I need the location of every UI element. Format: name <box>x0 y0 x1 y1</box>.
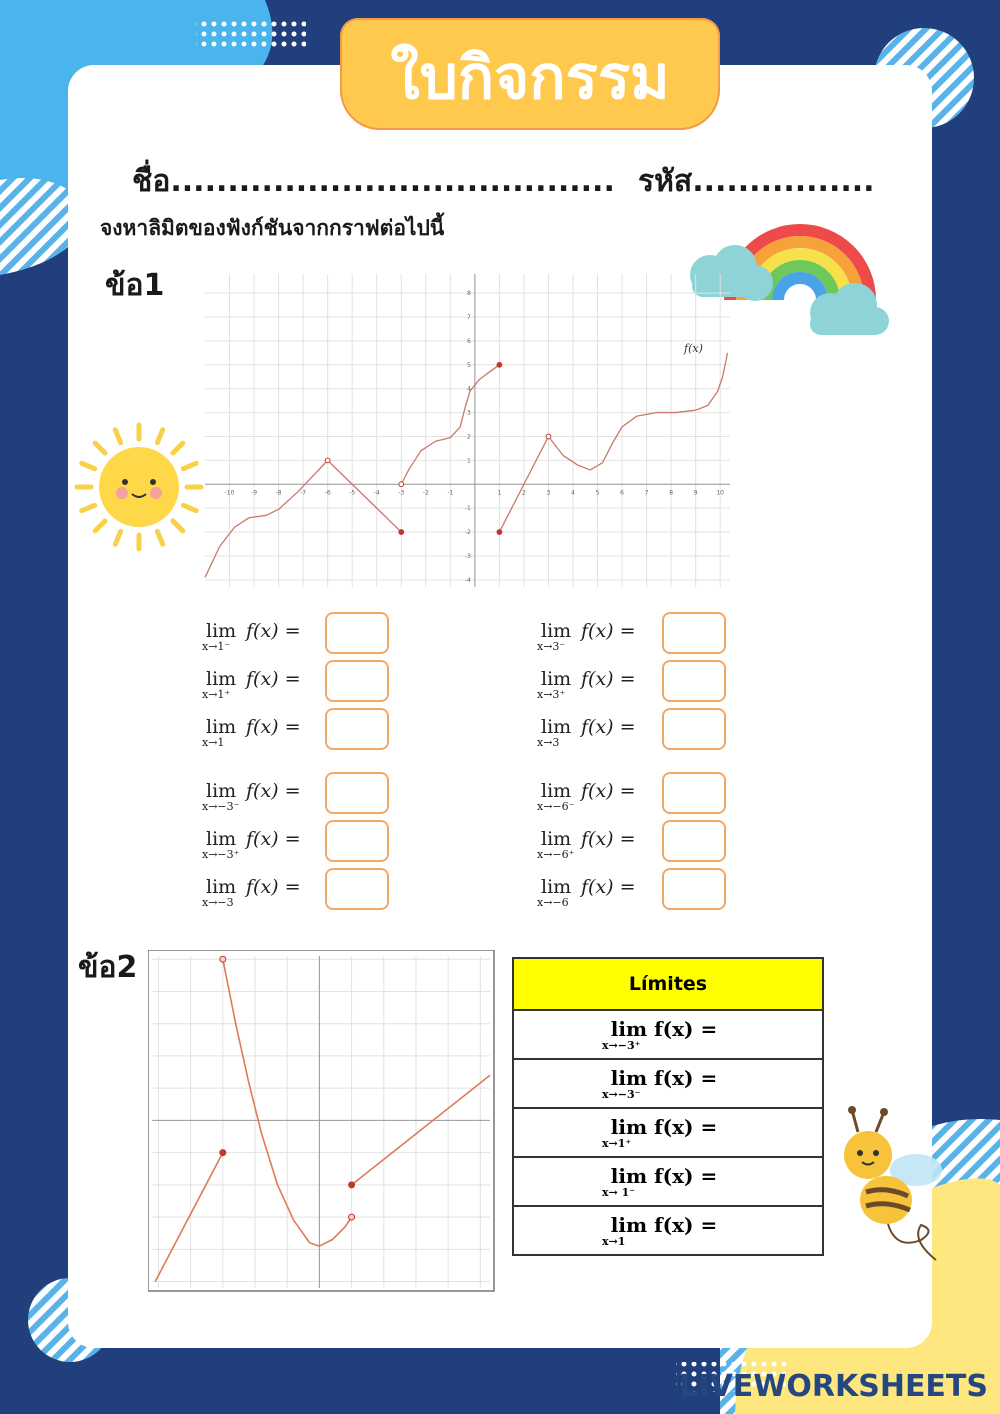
page-title: ใบกิจกรรม <box>390 43 670 113</box>
lim-function: f(x) = <box>246 668 301 690</box>
lim-subscript: x→−3 <box>202 896 234 909</box>
lim-function: f(x) = <box>246 828 301 850</box>
lim-word: lim <box>541 620 572 642</box>
limits-table-row[interactable] <box>513 1108 823 1157</box>
x-tick-label: 2 <box>522 489 526 497</box>
answer-box[interactable] <box>325 708 389 750</box>
lim-word: lim <box>206 828 237 850</box>
lim-word: lim <box>541 828 572 850</box>
answer-box[interactable] <box>325 820 389 862</box>
limits-table-row[interactable] <box>513 1010 823 1059</box>
lim-subscript: x→−3⁻ <box>602 1088 641 1101</box>
limit-expression <box>200 716 330 752</box>
answer-box[interactable] <box>662 868 726 910</box>
x-tick-label: -3 <box>398 489 405 497</box>
x-tick-label: 6 <box>620 489 624 497</box>
graph-q1-function-label: f(x) <box>684 342 703 355</box>
x-tick-label: -10 <box>224 489 235 497</box>
answer-box[interactable] <box>325 868 389 910</box>
lim-subscript: x→3⁺ <box>537 688 566 701</box>
name-field-label: ชื่อ....................................... <box>132 164 615 199</box>
lim-subscript: x→−3⁺ <box>602 1039 641 1052</box>
lim-subscript: x→−6 <box>537 896 569 909</box>
lim-function: f(x) = <box>246 620 301 642</box>
limit-expression <box>535 716 665 752</box>
title-banner <box>340 18 720 130</box>
limits-table-q2 <box>512 957 824 1256</box>
answer-box[interactable] <box>662 820 726 862</box>
x-tick-label: 9 <box>693 489 698 497</box>
graph-point <box>220 1150 226 1156</box>
x-tick-label: 10 <box>716 489 725 497</box>
graph-point <box>399 482 404 487</box>
lim-word: lim <box>206 668 237 690</box>
y-tick-label: -1 <box>464 505 471 513</box>
graph-point <box>497 530 502 535</box>
x-tick-label: -7 <box>300 489 307 497</box>
graph-point <box>399 530 404 535</box>
instruction-text: จงหาลิมิตของฟังก์ชันจากกราฟต่อไปนี้ <box>100 216 445 240</box>
graph-q1 <box>200 262 735 592</box>
y-tick-label: 6 <box>467 337 471 345</box>
lim-function: f(x) = <box>581 876 636 898</box>
lim-subscript: x→1⁻ <box>202 640 231 653</box>
answer-box[interactable] <box>325 772 389 814</box>
y-tick-label: 3 <box>467 409 471 417</box>
limit-expression <box>200 780 330 816</box>
question-2-label: ข้อ2 <box>78 950 138 985</box>
limit-expression <box>200 828 330 864</box>
lim-function: f(x) = <box>581 716 636 738</box>
limit-expression <box>535 620 665 656</box>
lim-word: lim <box>541 780 572 802</box>
graph-point <box>349 1182 355 1188</box>
lim-subscript: x→1⁺ <box>602 1137 632 1150</box>
x-tick-label: 3 <box>546 489 551 497</box>
y-tick-label: -3 <box>464 552 471 560</box>
lim-subscript: x→−6⁺ <box>537 848 575 861</box>
answer-box[interactable] <box>662 660 726 702</box>
lim-function: f(x) = <box>581 780 636 802</box>
lim-subscript: x→1⁺ <box>202 688 231 701</box>
answer-box[interactable] <box>662 708 726 750</box>
lim-expression: lim f(x) = <box>610 1016 718 1041</box>
lim-expression: lim f(x) = <box>610 1163 718 1188</box>
graph-point <box>325 458 330 463</box>
question-1-label: ข้อ1 <box>105 268 165 303</box>
answer-box[interactable] <box>325 612 389 654</box>
lim-word: lim <box>206 620 237 642</box>
limit-expression <box>535 828 665 864</box>
answer-box[interactable] <box>662 772 726 814</box>
bee-icon <box>826 1100 956 1270</box>
lim-function: f(x) = <box>246 780 301 802</box>
answer-box[interactable] <box>325 660 389 702</box>
y-tick-label: 7 <box>467 314 471 322</box>
x-tick-label: -5 <box>349 489 356 497</box>
y-tick-label: 2 <box>467 433 471 441</box>
y-tick-label: 8 <box>467 290 471 298</box>
graph-point <box>546 434 551 439</box>
lim-subscript: x→1 <box>602 1235 626 1248</box>
limit-expression <box>200 620 330 656</box>
lim-subscript: x→ 1⁻ <box>602 1186 636 1199</box>
x-tick-label: -2 <box>422 489 429 497</box>
lim-subscript: x→−6⁻ <box>537 800 575 813</box>
x-tick-label: 7 <box>644 489 649 497</box>
limits-table-row[interactable] <box>513 1206 823 1255</box>
y-tick-label: 4 <box>467 385 471 393</box>
lim-function: f(x) = <box>246 876 301 898</box>
lim-word: lim <box>206 780 237 802</box>
lim-word: lim <box>541 876 572 898</box>
graph-point <box>497 362 502 367</box>
x-tick-label: 5 <box>595 489 600 497</box>
x-tick-label: -1 <box>447 489 454 497</box>
lim-word: lim <box>206 876 237 898</box>
lim-word: lim <box>206 716 237 738</box>
y-tick-label: -4 <box>464 576 471 584</box>
lim-word: lim <box>541 668 572 690</box>
x-tick-label: -6 <box>324 489 331 497</box>
limit-expression <box>200 668 330 704</box>
lim-subscript: x→1 <box>202 736 225 749</box>
limit-expression <box>535 780 665 816</box>
limit-expression <box>535 876 665 912</box>
y-tick-label: 1 <box>467 457 471 465</box>
lim-function: f(x) = <box>581 620 636 642</box>
answer-box[interactable] <box>662 612 726 654</box>
lim-subscript: x→3 <box>537 736 560 749</box>
graph-q2 <box>148 950 496 1293</box>
y-tick-label: -2 <box>464 529 471 537</box>
x-tick-label: -9 <box>251 489 258 497</box>
x-tick-label: -8 <box>275 489 282 497</box>
x-tick-label: 1 <box>497 489 502 497</box>
lim-expression: lim f(x) = <box>610 1065 718 1090</box>
lim-function: f(x) = <box>581 668 636 690</box>
y-tick-label: 5 <box>467 361 471 369</box>
limits-table-row[interactable] <box>513 1157 823 1206</box>
lim-word: lim <box>541 716 572 738</box>
limit-expression <box>200 876 330 912</box>
x-tick-label: 8 <box>669 489 674 497</box>
lim-subscript: x→−3⁻ <box>202 800 240 813</box>
lim-function: f(x) = <box>246 716 301 738</box>
graph-point <box>349 1214 355 1220</box>
id-field-label: รหัส................ <box>638 164 875 199</box>
x-tick-label: -4 <box>373 489 380 497</box>
lim-subscript: x→−3⁺ <box>202 848 240 861</box>
limits-table-row[interactable] <box>513 1059 823 1108</box>
graph-point <box>220 956 226 962</box>
lim-function: f(x) = <box>581 828 636 850</box>
limits-table-header: Límites <box>513 958 823 1010</box>
lim-subscript: x→3⁻ <box>537 640 566 653</box>
x-tick-label: 4 <box>571 489 575 497</box>
sun-icon <box>72 420 207 555</box>
lim-expression: lim f(x) = <box>610 1114 718 1139</box>
lim-expression: lim f(x) = <box>610 1212 718 1237</box>
liveworksheets-logo: LIVEWORKSHEETS <box>679 1369 988 1404</box>
limit-expression <box>535 668 665 704</box>
